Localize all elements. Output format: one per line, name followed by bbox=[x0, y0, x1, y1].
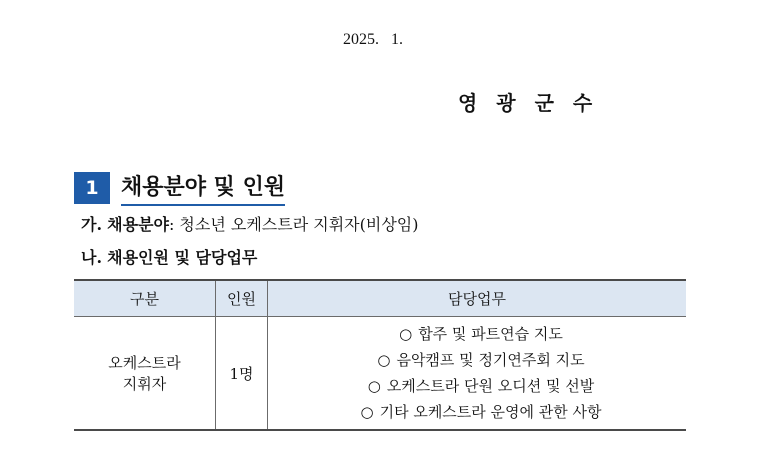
document-date: 2025. 1. bbox=[343, 31, 403, 48]
item-label: 채용인원 및 담당업무 bbox=[107, 248, 258, 267]
duty-table bbox=[74, 279, 686, 431]
duty-text: 기타 오케스트라 운영에 관한 사항 bbox=[379, 403, 602, 421]
table-row bbox=[74, 317, 686, 431]
item-marker: 나. bbox=[81, 248, 103, 267]
section-title: 채용분야 및 인원 bbox=[121, 170, 285, 206]
header-category: 구분 bbox=[74, 280, 216, 317]
circle-bullet-icon: ○ bbox=[399, 325, 413, 343]
cell-count: 1명 bbox=[216, 317, 268, 431]
circle-bullet-icon: ○ bbox=[360, 403, 374, 421]
item-recruitment-field bbox=[81, 212, 418, 235]
item-marker: 가. bbox=[81, 215, 103, 234]
circle-bullet-icon: ○ bbox=[367, 377, 381, 395]
header-count: 인원 bbox=[216, 280, 268, 317]
section-number-badge: 1 bbox=[74, 172, 110, 204]
item-value: : 청소년 오케스트라 지휘자(비상임) bbox=[168, 215, 419, 234]
duty-item bbox=[276, 373, 686, 399]
header-duties: 담당업무 bbox=[268, 280, 687, 317]
duty-text: 오케스트라 단원 오디션 및 선발 bbox=[386, 377, 595, 395]
duty-item bbox=[276, 321, 686, 347]
issuer-name: 영 광 군 수 bbox=[458, 91, 599, 115]
duty-item bbox=[276, 347, 686, 373]
cell-duties bbox=[268, 317, 687, 431]
cell-category bbox=[74, 317, 216, 431]
duty-text: 음악캠프 및 정기연주회 지도 bbox=[396, 351, 585, 369]
category-line: 오케스트라 bbox=[108, 354, 181, 372]
item-label: 채용분야 bbox=[107, 215, 169, 234]
circle-bullet-icon: ○ bbox=[377, 351, 391, 369]
duty-text: 합주 및 파트연습 지도 bbox=[418, 325, 563, 343]
category-line: 지휘자 bbox=[122, 375, 167, 393]
table-header-row bbox=[74, 280, 686, 317]
duty-item bbox=[276, 399, 686, 425]
item-recruitment-count-duties bbox=[81, 245, 257, 268]
